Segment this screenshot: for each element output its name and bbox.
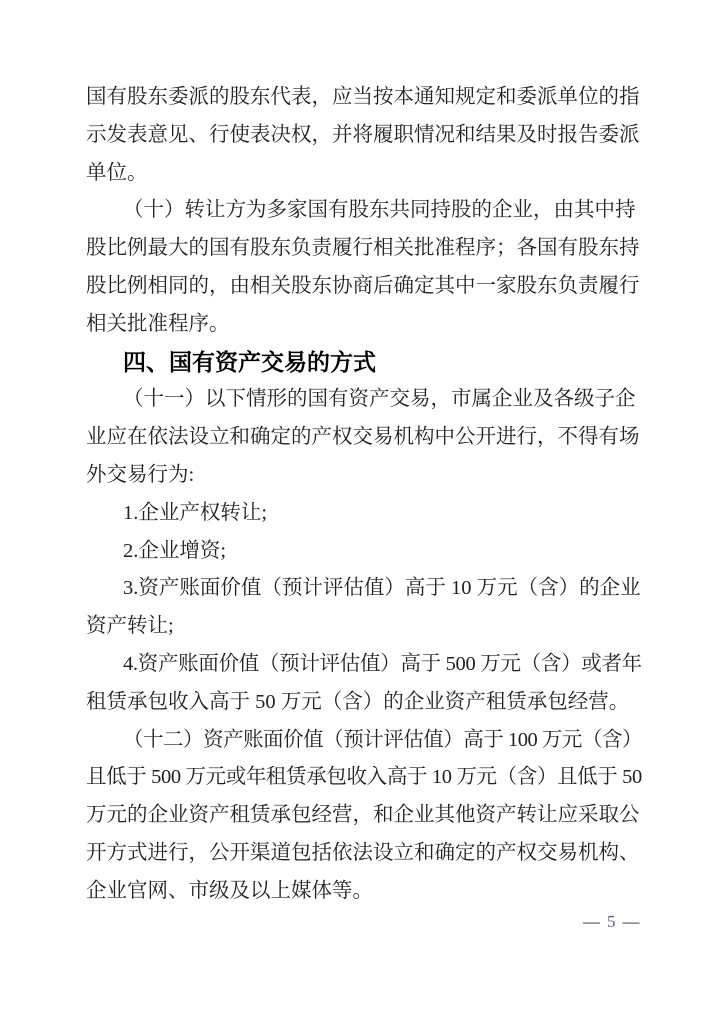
text-line: 相关批准程序。: [86, 312, 230, 335]
page-footer: [583, 912, 640, 932]
text-line: 股比例最大的国有股东负责履行相关批准程序；各国有股东持: [86, 237, 640, 260]
text-line: 单位。: [86, 161, 148, 184]
text-line: （十二）资产账面价值（预计评估值）高于 100 万元（含）: [123, 728, 642, 751]
page-number: 5: [607, 912, 616, 931]
text-line: 资产转让;: [86, 615, 174, 638]
paragraph: [86, 646, 642, 722]
text-line: 四、国有资产交易的方式: [123, 348, 376, 375]
paragraph: [86, 722, 642, 911]
paragraph: [86, 570, 642, 646]
text-line: 示发表意见、行使表决权，并将履职情况和结果及时报告委派: [86, 123, 640, 146]
paragraph: [86, 192, 642, 343]
text-line: 2.企业增资;: [123, 539, 227, 562]
text-line: 业应在依法设立和确定的产权交易机构中公开进行，不得有场: [86, 426, 640, 449]
text-line: 外交易行为:: [86, 463, 195, 486]
text-line: 4.资产账面价值（预计评估值）高于 500 万元（含）或者年: [123, 652, 642, 675]
text-line: 企业官网、市级及以上媒体等。: [86, 879, 373, 902]
paragraph: [86, 495, 642, 533]
text-line: 1.企业产权转让;: [123, 501, 268, 524]
text-line: 且低于 500 万元或年租赁承包收入高于 10 万元（含）且低于 50: [86, 766, 642, 789]
paragraph: [86, 381, 642, 494]
text-line: 万元的企业资产租赁承包经营，和企业其他资产转让应采取公: [86, 804, 640, 827]
text-line: 开方式进行，公开渠道包括依法设立和确定的产权交易机构、: [86, 841, 640, 864]
footer-dash-right: —: [622, 912, 640, 931]
text-line: 国有股东委派的股东代表，应当按本通知规定和委派单位的指: [86, 86, 640, 108]
text-line: （十）转让方为多家国有股东共同持股的企业，由其中持: [123, 199, 636, 222]
text-line: 租赁承包收入高于 50 万元（含）的企业资产租赁承包经营。: [86, 690, 630, 713]
section-heading: [86, 344, 642, 382]
paragraph: [86, 533, 642, 571]
text-line: 3.资产账面价值（预计评估值）高于 10 万元（含）的企业: [123, 577, 641, 600]
text-line: 股比例相同的，由相关股东协商后确定其中一家股东负责履行: [86, 274, 640, 297]
text-line: （十一）以下情形的国有资产交易，市属企业及各级子企: [123, 388, 636, 411]
document-body: [86, 79, 642, 911]
paragraph: [86, 79, 642, 192]
footer-dash-left: —: [583, 912, 600, 931]
